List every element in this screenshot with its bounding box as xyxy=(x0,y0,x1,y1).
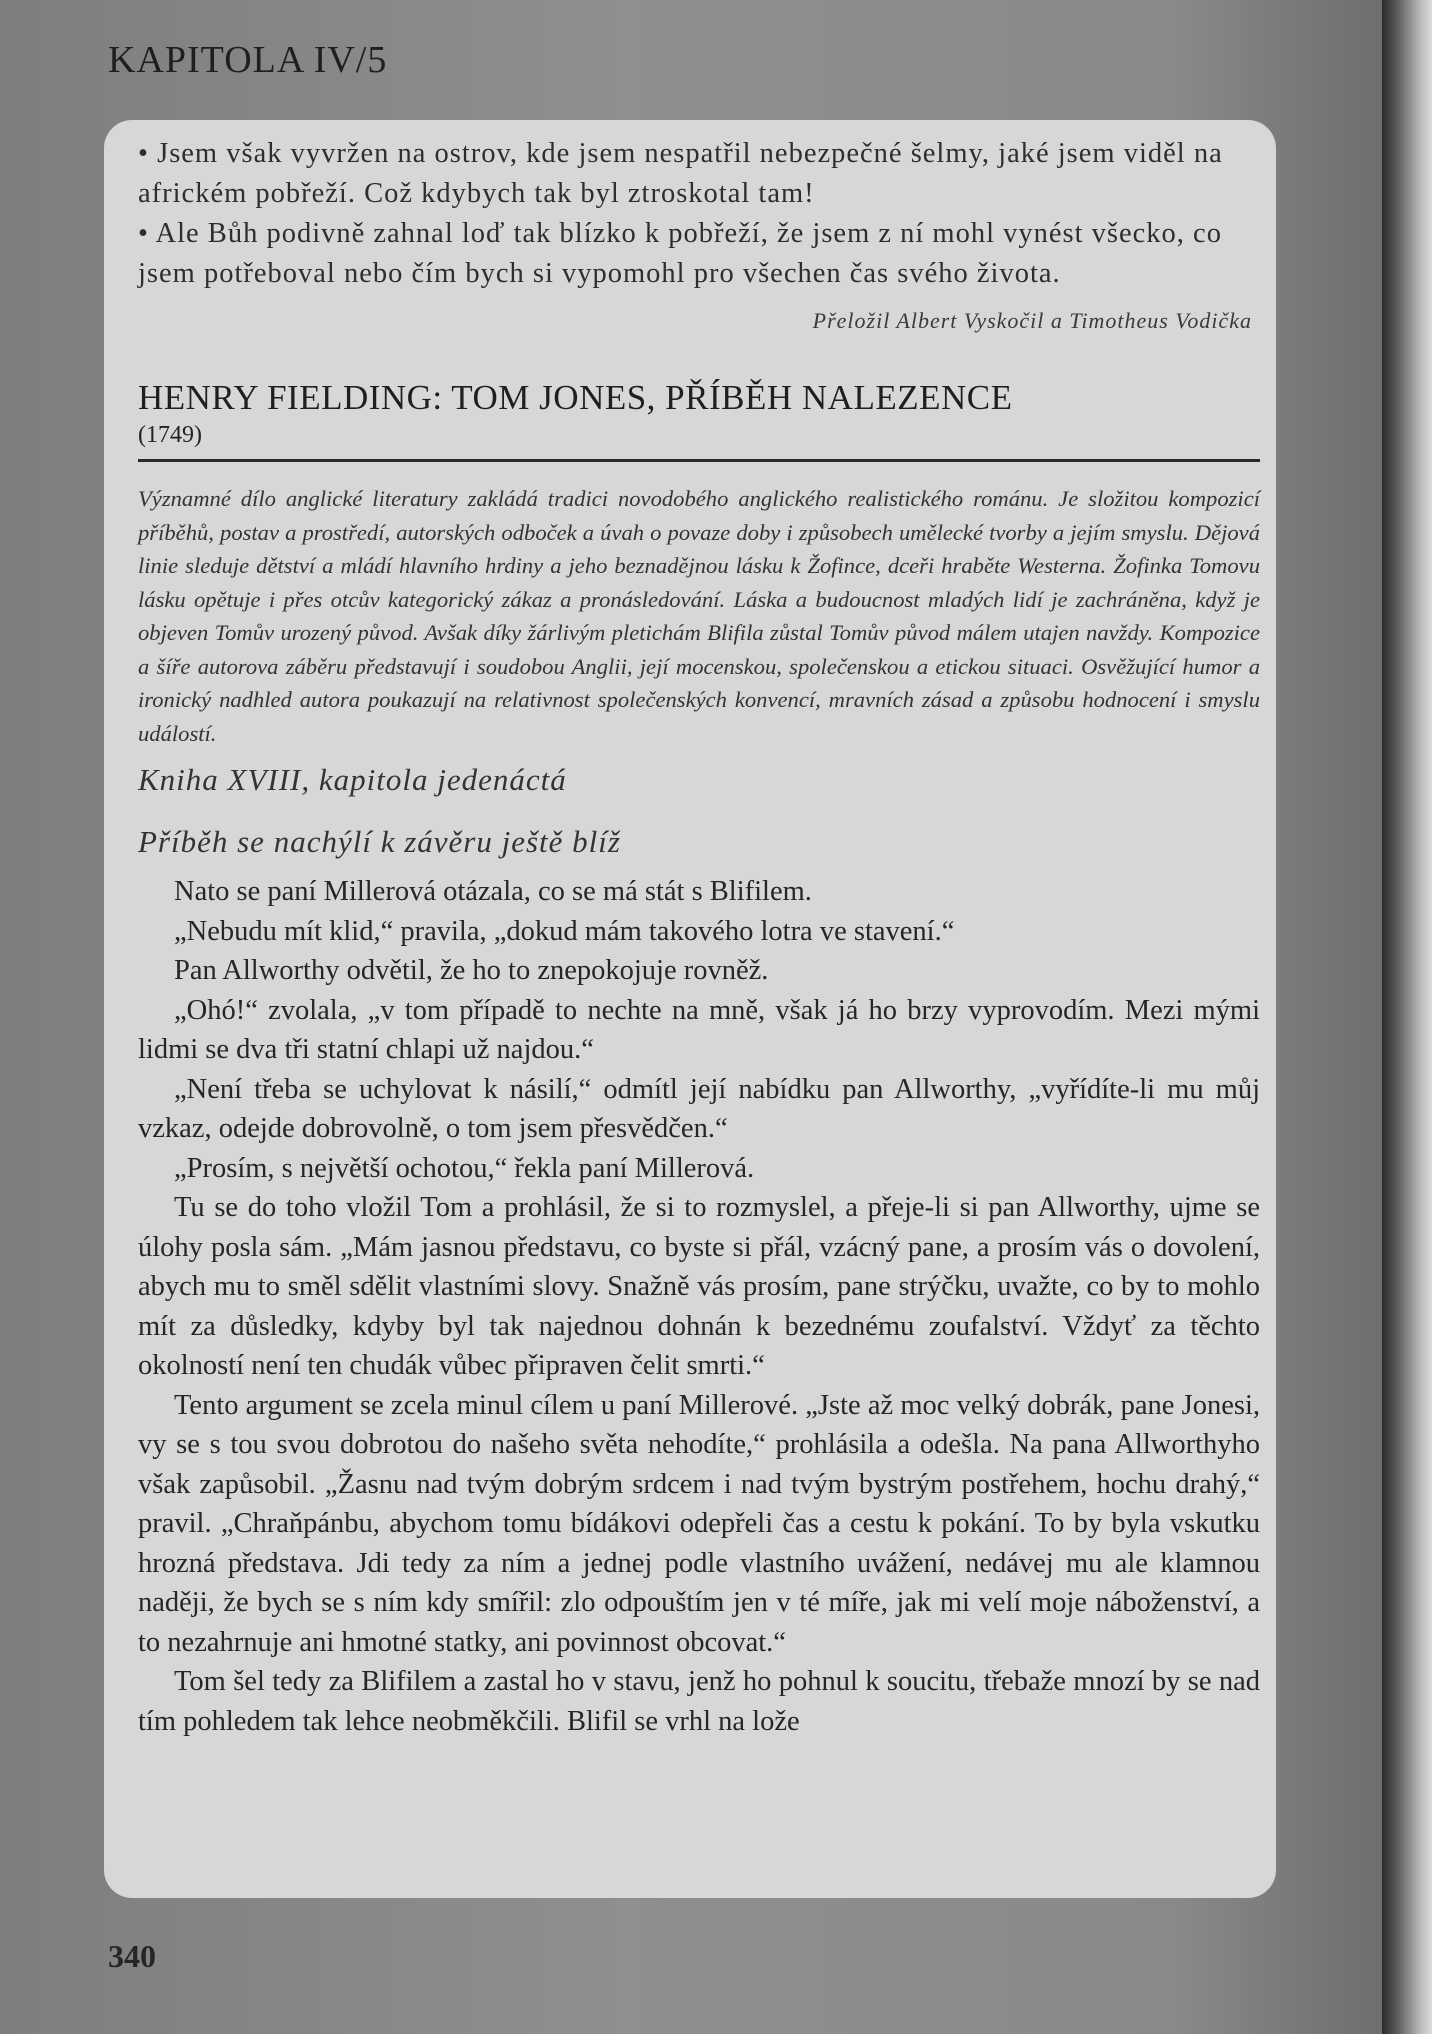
body-paragraph: Tento argument se zcela minul cílem u paní Millerové. „Jste až moc velký dobrák, pane Jonesi, vy se s tou svou dobrotou do našeho světa nehodíte,“ prohlásila a odešla. Na pana Allworthyho však zapůsobil. „Žasnu nad tvým dobrým srdcem i nad tvým bystrým postřehem, hochu drahý,“ pravil. „Chraňpánbu, abychom tomu bídákovi odepřeli čas a cestu k pokání. To by byla vskutku hrozná představa. Jdi tedy za ním a jednej podle vlastního uvážení, nedávej mu ale klamnou naději, že bych se s ním kdy smířil: zlo odpouštím jen v té míře, jak mi velí moje náboženství, a to nezahrnuje ani hmotné statky, ani povinnost obcovat.“ xyxy=(138,1389,1260,1658)
body-paragraph: Tom šel tedy za Blifilem a zastal ho v stavu, jenž ho pohnul k soucitu, třebaže mnozí by se nad tím pohledem tak lehce neobměkčili. Blifil se vrhl na lože xyxy=(138,1666,1260,1737)
intro-excerpt xyxy=(138,134,1260,294)
page-number: 340 xyxy=(108,1938,156,1974)
chapter-text xyxy=(138,872,1260,1741)
title-rule xyxy=(138,459,1260,462)
body-paragraph: „Nebudu mít klid,“ pravila, „dokud mám takového lotra ve stavení.“ xyxy=(174,915,955,947)
body-paragraph: „Není třeba se uchylovat k násilí,“ odmítl její nabídku pan Allworthy, „vyřídíte-li mu můj vzkaz, odejde dobrovolně, o tom jsem přesvědčen.“ xyxy=(138,1073,1260,1144)
running-head: KAPITOLA IV/5 xyxy=(108,39,388,81)
work-year: (1749) xyxy=(138,422,202,448)
body-paragraph: „Prosím, s největší ochotou,“ řekla paní Millerová. xyxy=(174,1152,755,1184)
body-paragraph: „Ohó!“ zvolala, „v tom případě to nechte na mně, však já ho brzy vyprovodím. Mezi mými lidmi se dva tři statní chlapi už najdou.“ xyxy=(138,994,1260,1065)
facing-page-edge xyxy=(1382,0,1432,2034)
annotation-paragraph: Významné dílo anglické literatury zakládá tradici novodobého anglického realistického románu. Je složitou kompozicí příběhů, postav a prostředí, autorských odboček a úvah o povaze doby i způsobech umělecké tvorby a jejím smyslu. Dějová linie sleduje dětství a mládí hlavního hrdiny a jeho beznadějnou lásku k Žofince, dceři hraběte Westerna. Žofinka Tomovu lásku opětuje i přes otcův kategorický zákaz a pronásledování. Láska a budoucnost mladých lidí je zachráněna, když je objeven Tomův urozený původ. Avšak díky žárlivým pletichám Blifila zůstal Tomův původ málem utajen navždy. Kompozice a šíře autorova záběru představují i soudobou Anglii, její mocenskou, společenskou a etickou situaci. Osvěžující humor a ironický nadhled autora poukazují na relativnost společenských konvencí, mravních zásad a způsobu hodnocení i smyslu událostí. xyxy=(138,486,1260,746)
body-paragraph: Pan Allworthy odvětil, že ho to znepokojuje rovněž. xyxy=(174,955,769,986)
translator-credit: Přeložil Albert Vyskočil a Timotheus Vodička xyxy=(812,308,1252,333)
text-panel xyxy=(104,120,1276,1898)
chapter-heading: Příběh se nachýlí k závěru ještě blíž xyxy=(138,824,621,859)
intro-paragraph: • Ale Bůh podivně zahnal loď tak blízko k pobřeží, že jsem z ní mohl vynést všecko, co jsem potřeboval nebo čím bych si vypomohl pro všechen čas svého života. xyxy=(138,218,1222,289)
intro-paragraph: • Jsem však vyvržen na ostrov, kde jsem nespatřil nebezpečné šelmy, jaké jsem viděl na africkém pobřeží. Což kdybych tak byl ztroskotal tam! xyxy=(138,138,1223,209)
body-paragraph: Nato se paní Millerová otázala, co se má stát s Blifilem. xyxy=(174,876,812,907)
body-paragraph: Tu se do toho vložil Tom a prohlásil, že si to rozmyslel, a přeje-li si pan Allworthy, ujme se úlohy posla sám. „Mám jasnou představu, co byste si přál, vzácný pane, a prosím vás o dovolení, abych mu to směl sdělit vlastními slovy. Snažně vás prosím, pane strýčku, uvažte, co by to mohlo mít za důsledky, kdyby byl tak najednou dohnán k bezednému zoufalství. Vždyť za těchto okolností není ten chudák vůbec připraven čelit smrti.“ xyxy=(138,1192,1260,1381)
book-heading: Kniha XVIII, kapitola jedenáctá xyxy=(138,762,567,797)
work-title: HENRY FIELDING: TOM JONES, PŘÍBĚH NALEZENCE xyxy=(138,378,1013,417)
